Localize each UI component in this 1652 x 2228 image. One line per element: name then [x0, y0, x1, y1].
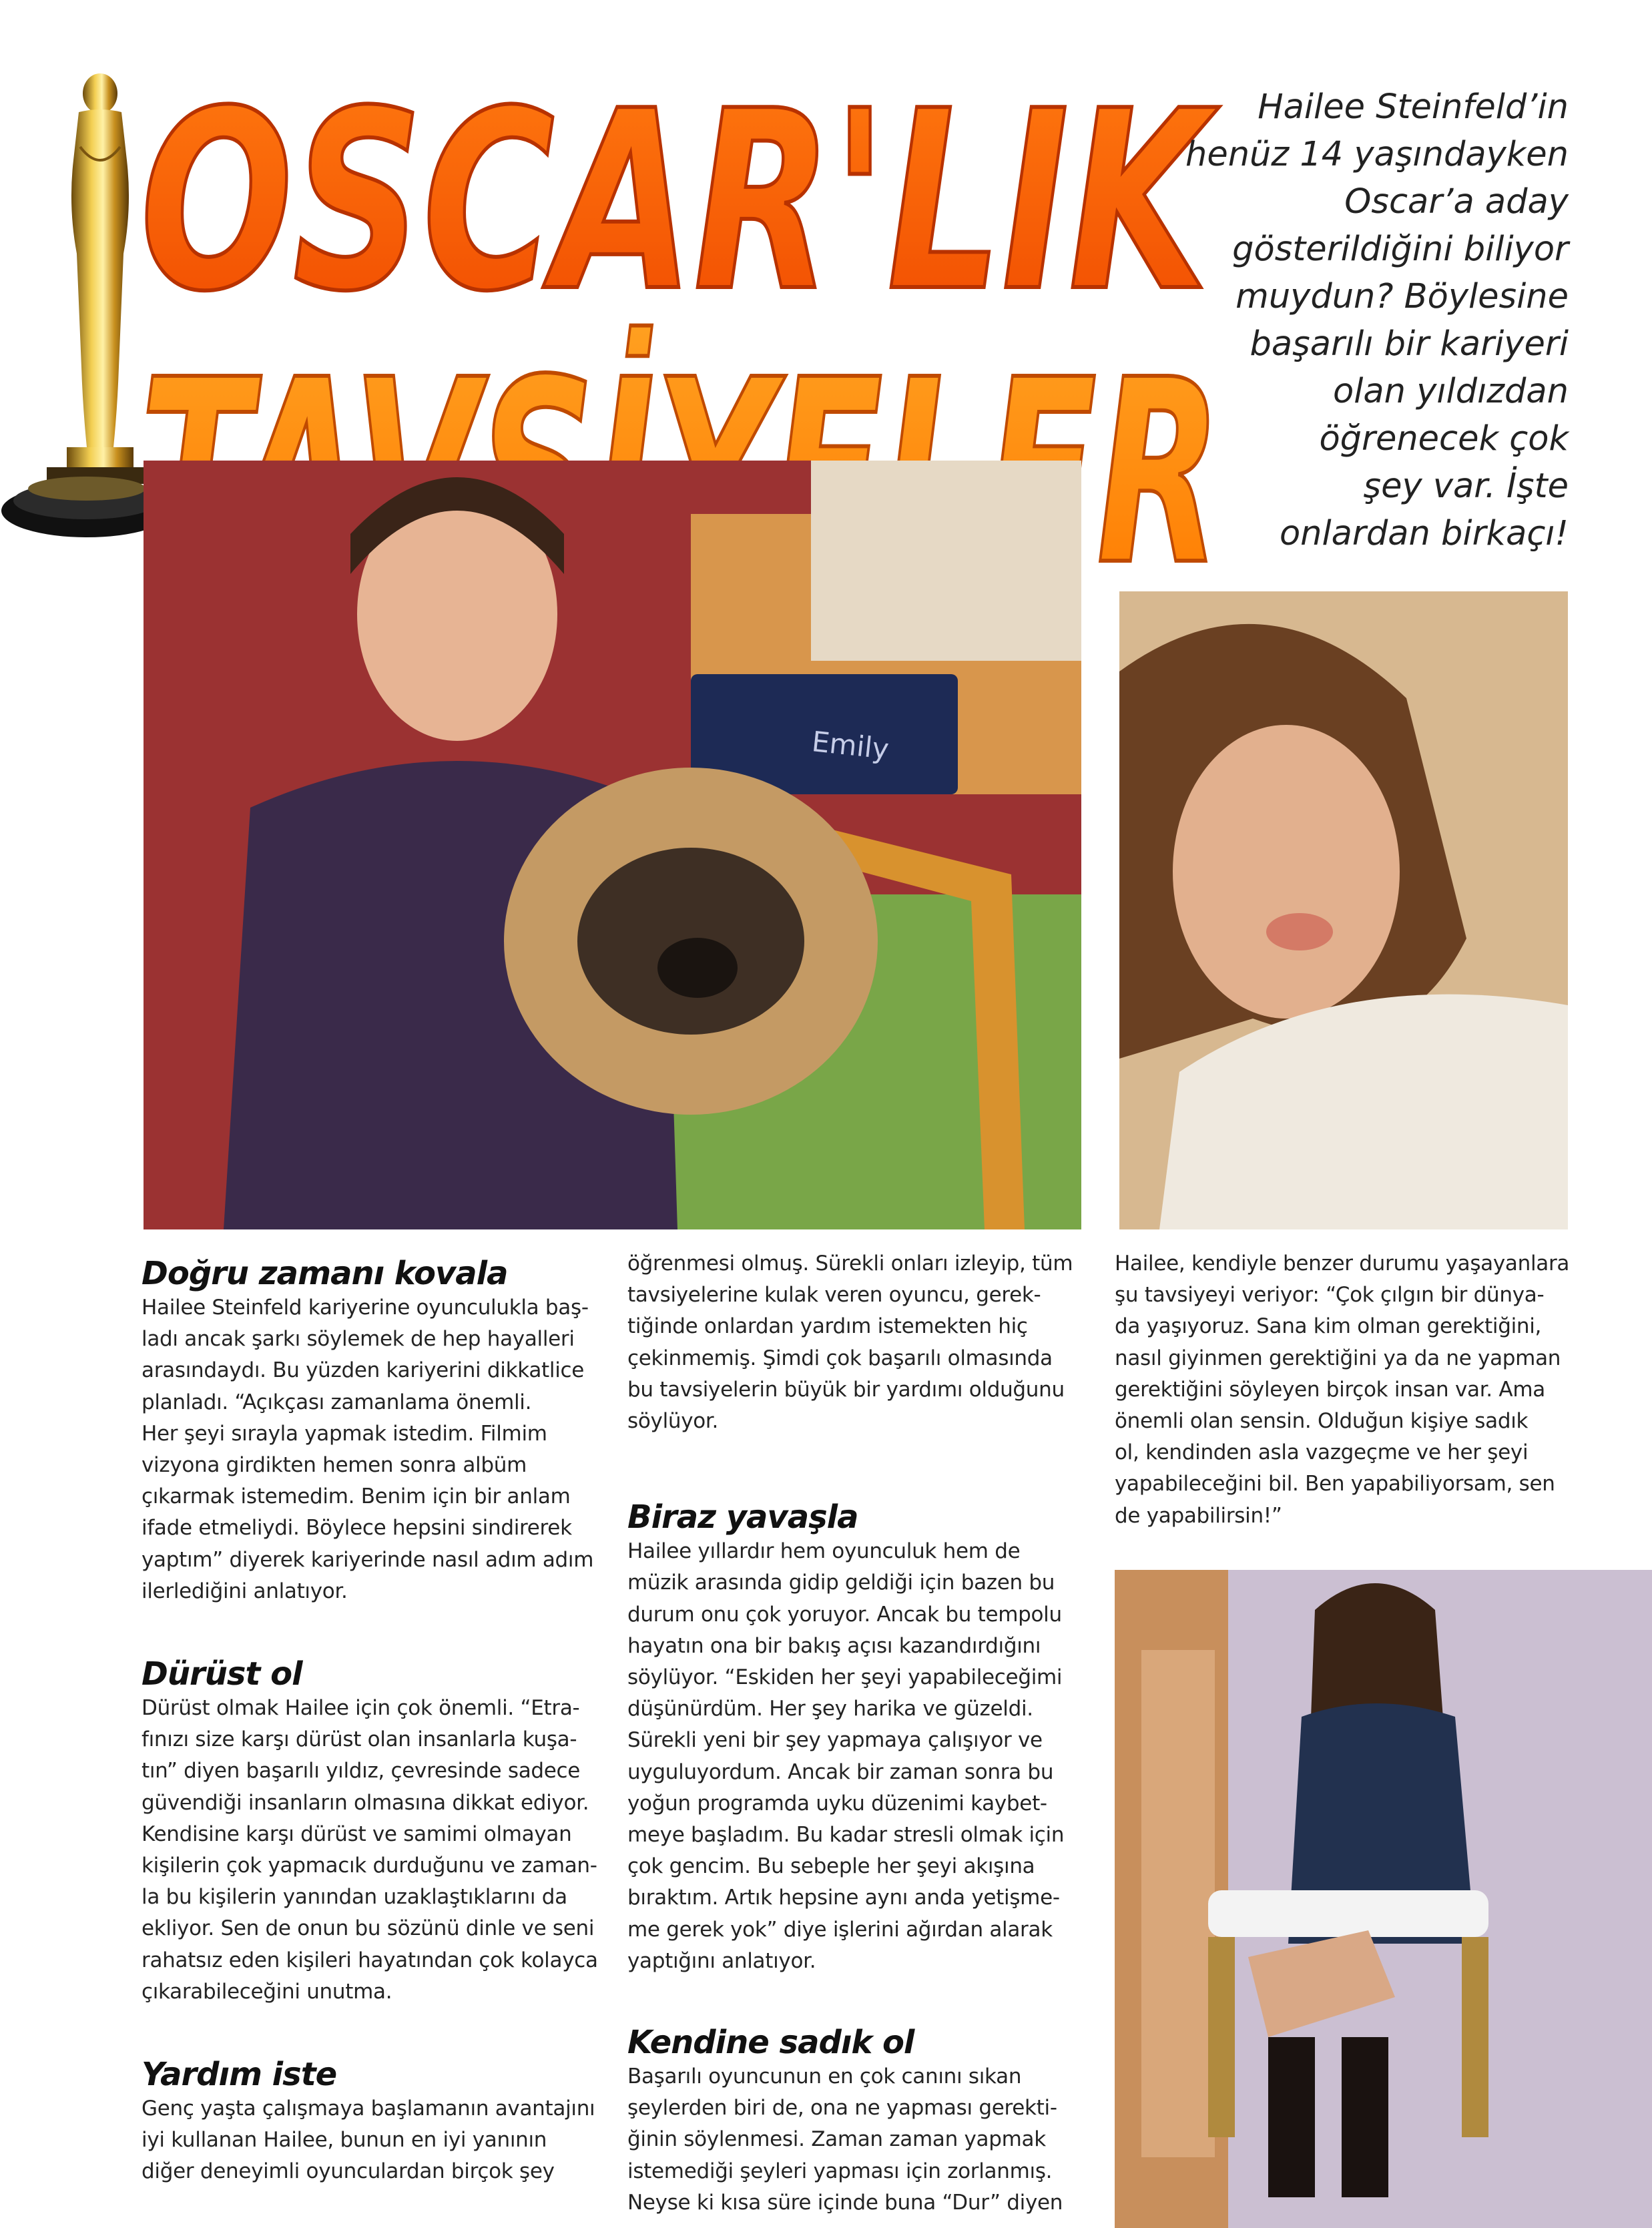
body-line: kişilerin çok yapmacık durduğunu ve zaman-: [142, 1854, 597, 1878]
intro-line: onlardan birkaçı!: [1279, 514, 1569, 553]
section-title-yardim-iste: Yardım iste: [142, 2056, 337, 2094]
intro-line: muydun? Böylesine: [1235, 277, 1569, 316]
body-line: ekliyor. Sen de onun bu sözünü dinle ve seni: [142, 1916, 595, 1941]
body-line: iyi kullanan Hailee, bunun en iyi yanının: [142, 2128, 547, 2153]
section-title-biraz-yavasla: Biraz yavaşla: [627, 1498, 858, 1537]
body-line: uyguluyordum. Ancak bir zaman sonra bu: [627, 1759, 1054, 1784]
headline-line1: OSCAR'LIK: [140, 59, 1221, 346]
section-body-yardim-iste: [142, 2093, 609, 2188]
body-line: Kendisine karşı dürüst ve samimi olmayan: [142, 1822, 572, 1846]
body-line: me gerek yok” diye işlerini ağırdan alarak: [627, 1917, 1053, 1942]
intro-line: Oscar’a aday: [1344, 182, 1569, 222]
body-line: hayatın ona bir bakış açısı kazandırdığını: [627, 1633, 1041, 1658]
body-line: tavsiyelerine kulak veren oyuncu, gerek-: [627, 1283, 1041, 1308]
section-title-dogru-zamani-kovala: Doğru zamanı kovala: [142, 1255, 508, 1292]
photo-selfie-with-dog: [144, 461, 1081, 1229]
column-2: [627, 1248, 1095, 2219]
body-line: tın” diyen başarılı yıldız, çevresinde sadece: [142, 1759, 581, 1783]
body-line: bu tavsiyelerin büyük bir yardımı olduğunu: [627, 1377, 1065, 1402]
intro-line: başarılı bir kariyeri: [1250, 324, 1569, 364]
body-line: şu tavsiyeyi veriyor: “Çok çılgın bir dünya-: [1115, 1283, 1545, 1308]
body-line: de yapabilirsin!”: [1115, 1503, 1282, 1528]
intro-text: [1135, 83, 1569, 557]
section-body-kendine-sadik-ol: [627, 2061, 1095, 2219]
body-line: bıraktım. Artık hepsine aynı anda yetişme-: [627, 1886, 1060, 1910]
section-title-durust-ol: Dürüst ol: [142, 1655, 302, 1693]
body-line: Dürüst olmak Hailee için çok önemli. “Etra-: [142, 1696, 580, 1721]
body-line: ğinin söylenmesi. Zaman zaman yapmak: [627, 2127, 1046, 2152]
body-line: Her şeyi sırayla yapmak istedim. Filmim: [142, 1421, 547, 1446]
body-line: istemediği şeyleri yapması için zorlanmış.: [627, 2159, 1053, 2183]
body-line: düşünürdüm. Her şey harika ve güzeldi.: [627, 1697, 1033, 1721]
body-line: söylüyor. “Eskiden her şeyi yapabileceğimi: [627, 1665, 1063, 1690]
intro-line: henüz 14 yaşındayken: [1185, 135, 1569, 174]
body-line: meye başladım. Bu kadar stresli olmak için: [627, 1823, 1065, 1848]
section-title-kendine-sadik-ol: Kendine sadık ol: [627, 2024, 914, 2062]
body-line: çok gencim. Bu sebeple her şeyi akışına: [627, 1854, 1035, 1879]
body-line: ladı ancak şarkı söylemek de hep hayalleri: [142, 1327, 575, 1352]
intro-line: gösterildiğini biliyor: [1232, 230, 1569, 269]
body-line: yaptığını anlatıyor.: [627, 1948, 816, 1973]
section-body-kendine-sadik-ol-continued: [1115, 1248, 1582, 1532]
section-body-biraz-yavasla: [627, 1536, 1095, 1977]
body-line: önemli olan sensin. Olduğun kişiye sadık: [1115, 1409, 1529, 1434]
body-line: la bu kişilerin yanından uzaklaştıklarını da: [142, 1885, 567, 1910]
column-1: [142, 1255, 609, 2188]
photo-selfie-illustration: [144, 461, 1081, 1229]
chair-text: Emily: [810, 725, 891, 766]
body-line: nasıl giyinmen gerektiğini ya da ne yapman: [1115, 1346, 1561, 1370]
body-line: çıkarmak istemedim. Benim için bir anlam: [142, 1484, 571, 1509]
body-line: arasındaydı. Bu yüzden kariyerini dikkatlice: [142, 1358, 585, 1383]
column-3: [1115, 1248, 1582, 1532]
body-line: çekinmemiş. Şimdi çok başarılı olmasında: [627, 1346, 1053, 1370]
section-body-durust-ol: [142, 1693, 609, 2008]
intro-line: Hailee Steinfeld’in: [1258, 87, 1569, 127]
intro-line: öğrenecek çok: [1319, 419, 1569, 459]
body-line: ilerlediğini anlatıyor.: [142, 1579, 348, 1603]
body-line: şeylerden biri de, ona ne yapması gerekti-: [627, 2096, 1057, 2121]
body-line: söylüyor.: [627, 1409, 719, 1434]
body-line: müzik arasında gidip geldiği için bazen bu: [627, 1571, 1055, 1595]
body-line: fınızı size karşı dürüst olan insanlarla kuşa-: [142, 1727, 577, 1752]
body-line: çıkarabileceğini unutma.: [142, 1979, 392, 2004]
section-body-dogru-zamani-kovala: [142, 1292, 609, 1607]
section-body-yardim-iste-continued: [627, 1248, 1095, 1437]
body-line: gerektiğini söyleyen birçok insan var. Ama: [1115, 1377, 1545, 1402]
body-line: Sürekli yeni bir şey yapmaya çalışıyor ve: [627, 1728, 1043, 1753]
body-line: Hailee Steinfeld kariyerine oyunculukla baş-: [142, 1296, 589, 1320]
body-line: ifade etmeliydi. Böylece hepsini sindirerek: [142, 1516, 572, 1541]
body-line: diğer deneyimli oyunculardan birçok şey: [142, 2159, 555, 2184]
body-line: vizyona girdikten hemen sonra albüm: [142, 1453, 527, 1478]
body-line: öğrenmesi olmuş. Sürekli onları izleyip, tüm: [627, 1251, 1073, 1276]
intro-line: olan yıldızdan: [1333, 372, 1569, 411]
photo-portrait: [1119, 591, 1568, 1229]
body-line: Hailee, kendiyle benzer durumu yaşayanlara: [1115, 1251, 1570, 1276]
body-line: tiğinde onlardan yardım istemekten hiç: [627, 1314, 1028, 1339]
intro-line: şey var. İşte: [1363, 467, 1569, 506]
body-line: da yaşıyoruz. Sana kim olman gerektiğini,: [1115, 1314, 1542, 1339]
body-line: güvendiği insanların olmasına dikkat ediyor.: [142, 1790, 589, 1815]
body-line: durum onu çok yoruyor. Ancak bu tempolu: [627, 1602, 1062, 1627]
body-line: yapabileceğini bil. Ben yapabiliyorsam, sen: [1115, 1472, 1555, 1496]
body-line: ol, kendinden asla vazgeçme ve her şeyi: [1115, 1440, 1529, 1465]
body-line: Hailee yıllardır hem oyunculuk hem de: [627, 1539, 1021, 1564]
body-line: Neyse ki kısa süre içinde buna “Dur” diyen: [627, 2190, 1063, 2215]
body-line: Genç yaşta çalışmaya başlamanın avantajını: [142, 2097, 595, 2121]
body-line: planladı. “Açıkçası zamanlama önemli.: [142, 1390, 532, 1414]
body-line: Başarılı oyuncunun en çok canını sıkan: [627, 2064, 1022, 2089]
photo-seated-illustration: [1115, 1570, 1652, 2228]
photo-portrait-illustration: [1119, 591, 1568, 1229]
photo-seated-in-chair: [1115, 1570, 1652, 2228]
body-line: yoğun programda uyku düzenimi kaybet-: [627, 1791, 1047, 1816]
body-line: rahatsız eden kişileri hayatından çok kolayca: [142, 1948, 598, 1972]
body-line: yaptım” diyerek kariyerinde nasıl adım adım: [142, 1547, 594, 1572]
